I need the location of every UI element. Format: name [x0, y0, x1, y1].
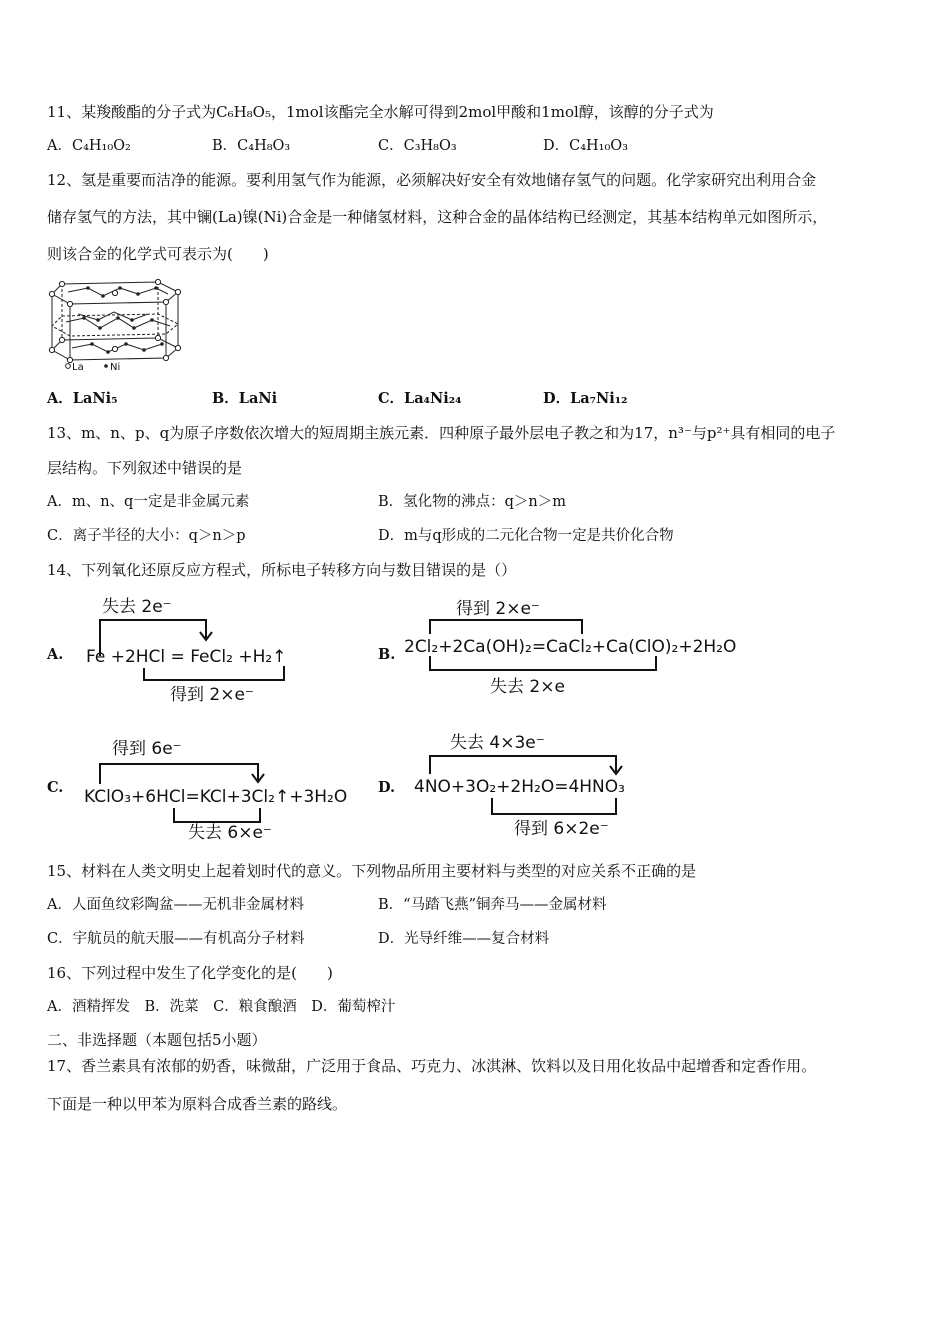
q13-option-c: C．离子半径的大小：q＞n＞p: [47, 528, 246, 544]
q15-option-a: A．人面鱼纹彩陶盆——无机非金属材料: [47, 897, 304, 913]
q15-option-d: D．光导纤维——复合材料: [378, 931, 550, 947]
q13-option-d: D．m与q形成的二元化合物一定是共价化合物: [378, 528, 674, 544]
legend-ni: Ni: [110, 362, 121, 373]
crystal-structure-figure: [48, 278, 183, 372]
q14-equation-b: [404, 594, 764, 700]
q15-stem: 15、材料在人类文明史上起着划时代的意义。下列物品所用主要材料与类型的对应关系不正确的是: [47, 862, 697, 880]
q14-equation-d: [414, 728, 664, 840]
q11-option-a: A．C₄H₁₀O₂: [47, 138, 131, 154]
b-bottom-label: 失去 2×e: [490, 677, 565, 697]
q16-stem: 16、下列过程中发生了化学变化的是( ): [47, 964, 333, 982]
q13-stem-line1: 13、m、n、p、q为原子序数依次增大的短周期主族元素．四种原子最外层电子教之和为17，n³⁻与p²⁺具有相同的电子: [47, 424, 836, 442]
legend-la: La: [72, 362, 84, 373]
q12-stem-line2: 储存氢气的方法，其中镧(La)镍(Ni)合金是一种储氢材料，这种合金的晶体结构已经测定，其基本结构单元如图所示，: [47, 208, 828, 226]
d-equation: 4NO+3O₂+2H₂O=4HNO₃: [414, 777, 625, 797]
q12-option-a: A．LaNi₅: [47, 390, 118, 407]
q16-options: A．酒精挥发 B．洗菜 C．粮食酿酒 D．葡萄榨汁: [47, 999, 396, 1015]
q14-stem: 14、下列氧化还原反应方程式，所标电子转移方向与数目错误的是（）: [47, 561, 517, 579]
q14-label-c: C.: [47, 779, 64, 796]
section2-title: 二、非选择题（本题包括5小题）: [47, 1031, 267, 1049]
q12-stem-line3: 则该合金的化学式可表示为( ): [47, 245, 269, 263]
q15-option-c: C．宇航员的航天服——有机高分子材料: [47, 931, 305, 947]
q12-option-c: C．La₄Ni₂₄: [378, 390, 462, 407]
a-bottom-label: 得到 2×e⁻: [170, 685, 254, 705]
d-bottom-label: 得到 6×2e⁻: [514, 819, 609, 839]
q14-label-d: D.: [378, 779, 396, 796]
q12-option-b: B．LaNi: [212, 390, 278, 407]
b-equation: 2Cl₂+2Ca(OH)₂=CaCl₂+Ca(ClO)₂+2H₂O: [404, 637, 737, 657]
a-equation: Fe +2HCl = FeCl₂ +H₂↑: [86, 647, 287, 667]
c-equation: KClO₃+6HCl=KCl+3Cl₂↑+3H₂O: [84, 787, 348, 807]
q13-stem-line2: 层结构。下列叙述中错误的是: [47, 459, 243, 477]
c-bottom-label: 失去 6×e⁻: [188, 823, 272, 843]
q11-option-c: C．C₃H₈O₃: [378, 138, 457, 154]
d-top-label: 失去 4×3e⁻: [450, 733, 545, 753]
q14-equation-a: [84, 592, 324, 708]
a-top-label: 失去 2e⁻: [102, 597, 172, 617]
q17-stem-line1: 17、香兰素具有浓郁的奶香，味微甜，广泛用于食品、巧克力、冰淇淋、饮料以及日用化妆品中起增香和定香作用。: [47, 1057, 817, 1075]
q12-option-d: D．La₇Ni₁₂: [543, 390, 628, 407]
b-top-label: 得到 2×e⁻: [456, 599, 540, 619]
q17-stem-line2: 下面是一种以甲苯为原料合成香兰素的路线。: [47, 1095, 348, 1113]
q11-stem: 11、某羧酸酯的分子式为C₆H₈O₅，1mol该酯完全水解可得到2mol甲酸和1mol醇，该醇的分子式为: [47, 103, 714, 121]
q14-label-b: B.: [378, 646, 396, 663]
q15-option-b: B．“马踏飞燕”铜奔马——金属材料: [378, 897, 607, 913]
q14-label-a: A.: [47, 646, 64, 663]
c-top-label: 得到 6e⁻: [112, 739, 182, 759]
q11-option-d: D．C₄H₁₀O₃: [543, 138, 629, 154]
q13-option-a: A．m、n、q一定是非金属元素: [47, 494, 250, 510]
q13-option-b: B．氢化物的沸点：q＞n＞m: [378, 494, 567, 510]
q12-stem-line1: 12、氢是重要而洁净的能源。要利用氢气作为能源，必须解决好安全有效地储存氢气的问题。化学家研究出利用合金: [47, 171, 817, 189]
q11-option-b: B．C₄H₈O₃: [212, 138, 291, 154]
q14-equation-c: [84, 734, 374, 842]
